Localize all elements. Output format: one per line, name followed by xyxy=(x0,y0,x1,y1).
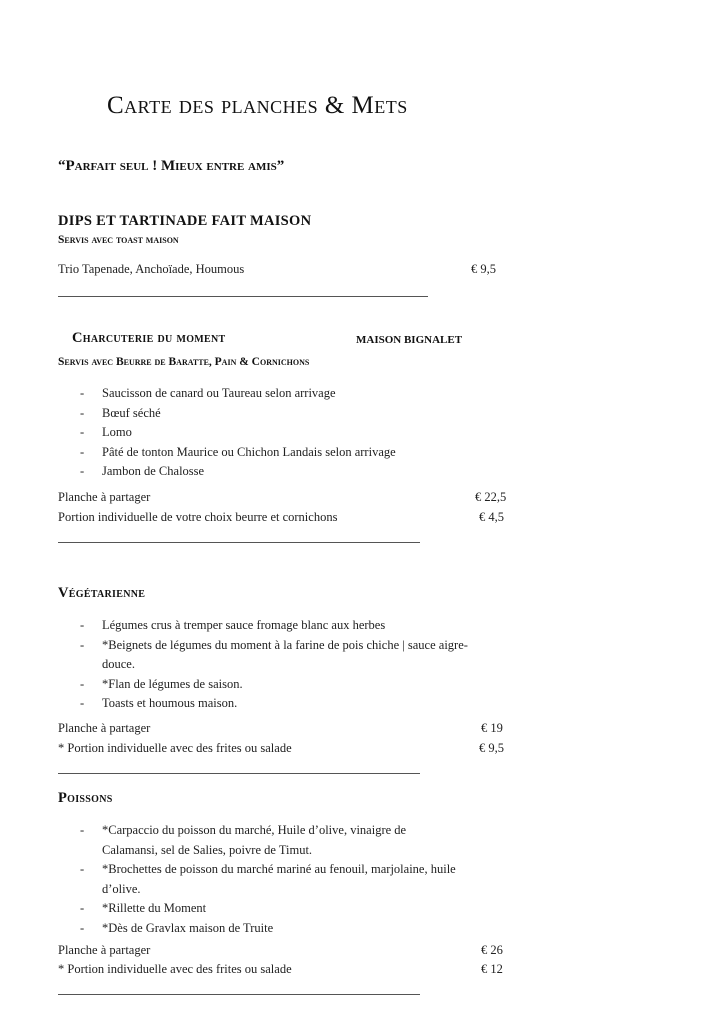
section-title-vegetarienne: Végétarienne xyxy=(58,585,146,601)
section-title-dips: DIPS ET TARTINADE FAIT MAISON xyxy=(58,213,312,229)
divider xyxy=(58,296,428,297)
list-item: - *Flan de légumes de saison. xyxy=(80,675,500,695)
section-title-poissons: Poissons xyxy=(58,790,113,806)
divider xyxy=(58,994,420,995)
price-value: € 12 xyxy=(481,962,503,976)
dips-item-price: € 9,5 xyxy=(471,262,496,276)
charcuterie-list xyxy=(80,384,396,482)
section-title-charcuterie: Charcuterie du moment xyxy=(72,330,226,346)
price-value: € 9,5 xyxy=(479,741,504,755)
price-label: Planche à partager xyxy=(58,943,151,957)
price-label: Planche à partager xyxy=(58,721,151,735)
list-item: - *Dès de Gravlax maison de Truite xyxy=(80,919,460,939)
tagline: “Parfait seul ! Mieux entre amis” xyxy=(58,158,285,174)
price-value: € 19 xyxy=(481,721,503,735)
page-title: Carte des planches & Mets xyxy=(107,92,408,119)
charcuterie-maison: MAISON BIGNALET xyxy=(356,334,463,346)
price-label: * Portion individuelle avec des frites ou salade xyxy=(58,741,292,755)
list-item: - Lomo xyxy=(80,423,396,443)
price-label: Portion individuelle de votre choix beurre et cornichons xyxy=(58,510,338,524)
list-item: - Légumes crus à tremper sauce fromage blanc aux herbes xyxy=(80,616,500,636)
dips-item-label: Trio Tapenade, Anchoïade, Houmous xyxy=(58,262,245,276)
list-item: - *Beignets de légumes du moment à la farine de pois chiche | sauce aigre-douce. xyxy=(80,636,500,675)
list-item: - Toasts et houmous maison. xyxy=(80,694,500,714)
divider xyxy=(58,773,420,774)
divider xyxy=(58,542,420,543)
list-item: - Saucisson de canard ou Taureau selon arrivage xyxy=(80,384,396,404)
price-label: Planche à partager xyxy=(58,490,151,504)
price-label: * Portion individuelle avec des frites ou salade xyxy=(58,962,292,976)
list-item: - Jambon de Chalosse xyxy=(80,462,396,482)
list-item: - Bœuf séché xyxy=(80,404,396,424)
vegetarienne-list xyxy=(80,616,500,714)
section-subtitle-charcuterie: Servis avec Beurre de Baratte, Pain & Cornichons xyxy=(58,356,310,368)
list-item: - *Rillette du Moment xyxy=(80,899,460,919)
list-item: - Pâté de tonton Maurice ou Chichon Landais selon arrivage xyxy=(80,443,396,463)
poissons-list xyxy=(80,821,460,938)
price-value: € 26 xyxy=(481,943,503,957)
price-value: € 22,5 xyxy=(475,490,507,504)
list-item: - *Carpaccio du poisson du marché, Huile d’olive, vinaigre de Calamansi, sel de Salies, poivre de Timut. xyxy=(80,821,460,860)
list-item: - *Brochettes de poisson du marché mariné au fenouil, marjolaine, huile d’olive. xyxy=(80,860,460,899)
section-subtitle-dips: Servis avec toast maison xyxy=(58,234,179,246)
price-value: € 4,5 xyxy=(479,510,504,524)
